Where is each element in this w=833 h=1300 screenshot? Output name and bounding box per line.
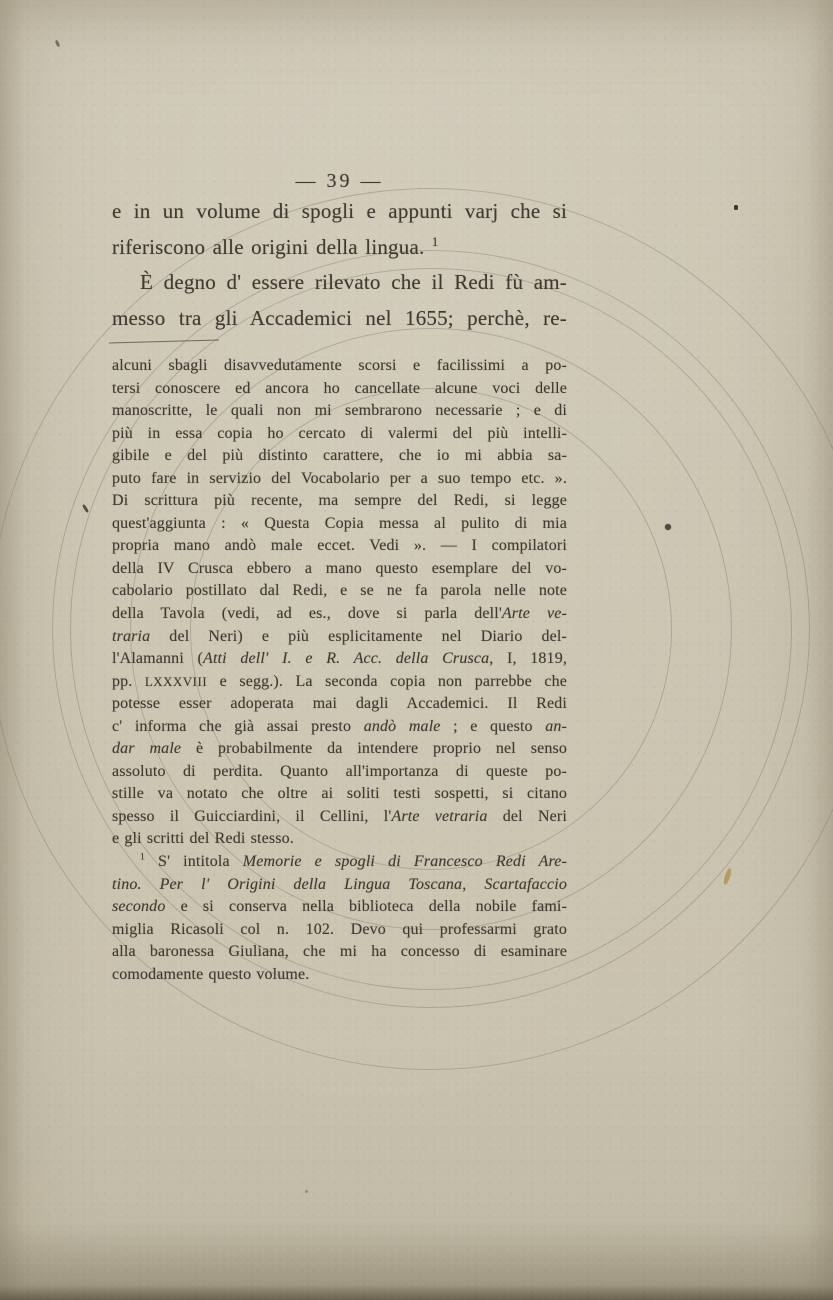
paper-speck: [305, 1190, 308, 1193]
paper-speck: [665, 524, 671, 530]
text-line: [112, 270, 567, 306]
text-segment: assoluto di perdita. Quanto all'importanza di queste po-: [112, 762, 567, 780]
footnote-block: [112, 357, 567, 988]
text-segment: dar male: [112, 740, 182, 758]
text-line: [112, 357, 567, 380]
page-edge-shadow: [0, 1286, 833, 1300]
text-segment: c' informa che già assai presto: [112, 717, 364, 735]
text-segment: ; e questo: [440, 717, 546, 735]
text-line: [112, 402, 567, 425]
text-line: [112, 785, 567, 808]
text-segment: potesse esser adoperata mai dagli Accademici. Il Redi: [112, 695, 567, 713]
text-segment: e segg.). La seconda copia non parrebbe che: [207, 672, 567, 690]
text-line: [112, 718, 567, 741]
text-segment: messo tra gli Accademici nel 1655; perchè, re-: [112, 305, 567, 330]
text-line: [112, 740, 567, 763]
text-segment: l'Alamanni (: [112, 650, 204, 668]
text-segment: e in un volume di spogli e appunti varj che si: [112, 199, 567, 223]
text-line: [112, 447, 567, 470]
text-segment: più in essa copia ho cercato di valermi del più intelli-: [112, 424, 567, 442]
text-segment: Di scrittura più recente, ma sempre del Redi, si legge: [112, 492, 567, 510]
text-segment: secondo: [112, 898, 166, 916]
text-line: [112, 425, 567, 448]
text-segment: alla baronessa Giuliana, che mi ha concesso di esaminare: [112, 943, 567, 961]
text-segment: , I, 1819,: [489, 650, 567, 668]
text-segment: andò male: [363, 717, 441, 735]
text-line: [112, 582, 567, 605]
text-segment: propria mano andò male eccet. Vedi ». — I compilatori: [112, 537, 567, 555]
text-segment: riferiscono alle origini della lingua.: [112, 234, 432, 259]
text-line: [112, 853, 567, 876]
footnote-reference-mark: 1: [140, 851, 145, 863]
text-segment: S' intitola: [144, 853, 243, 871]
text-segment: tersi conoscere ed ancora ho cancellate alcune voci delle: [112, 379, 567, 397]
text-segment: an-: [545, 717, 568, 735]
text-line: [112, 537, 567, 560]
text-segment: puto fare in servizio del Vocabolario per a suo tempo etc. ».: [112, 469, 567, 487]
text-line: [112, 235, 567, 271]
text-line: [112, 306, 567, 342]
text-line: [112, 830, 567, 853]
text-segment: Scartafaccio: [484, 875, 567, 893]
text-line: [112, 695, 567, 718]
text-line: [112, 966, 567, 989]
text-line: [112, 876, 567, 899]
text-segment: miglia Ricasoli col n. 102. Devo qui professarmi grato: [112, 920, 567, 938]
text-segment: Arte vetraria: [391, 807, 488, 825]
text-line: [112, 515, 567, 538]
main-text-block: [112, 199, 567, 341]
text-segment: e si conserva nella biblioteca della nobile fami-: [165, 898, 567, 916]
text-segment: del Neri) e più esplicitamente nel Diario del-: [150, 627, 567, 645]
text-segment: del Neri: [487, 807, 567, 825]
text-line: [112, 921, 567, 944]
text-line: [112, 380, 567, 403]
text-line: [112, 898, 567, 921]
text-segment: traria: [112, 627, 151, 645]
text-line: [112, 492, 567, 515]
text-segment: e gli scritti del Redi stesso.: [112, 830, 294, 848]
text-segment: tino. Per l' Origini della Lingua Toscana: [112, 875, 463, 893]
text-line: [112, 628, 567, 651]
text-segment: gibile e del più distinto carattere, che io mi abbia sa-: [112, 447, 567, 465]
text-segment: pp.: [112, 672, 145, 690]
text-line: [112, 560, 567, 583]
text-segment: Arte ve-: [501, 605, 568, 623]
text-line: [112, 808, 567, 831]
text-segment: alcuni sbagli disavvedutamente scorsi e facilissimi a po-: [112, 357, 567, 374]
text-segment: stille va notato che oltre ai soliti testi sospetti, si citano: [112, 785, 567, 803]
text-segment: LXXXVIII: [144, 674, 208, 689]
text-line: [112, 763, 567, 786]
text-segment: È degno d' essere rilevato che il Redi fù am-: [140, 270, 567, 294]
text-segment: comodamente questo volume.: [112, 965, 310, 983]
text-line: [112, 470, 567, 493]
text-segment: manoscritte, le quali non mi sembrarono necessarie ; e di: [112, 402, 567, 420]
text-line: [112, 943, 567, 966]
text-segment: della Tavola (vedi, ad es., dove si parla dell': [112, 605, 502, 623]
text-segment: Memorie e spogli di Francesco Redi Are-: [242, 853, 568, 871]
text-segment: della IV Crusca ebbero a mano questo esemplare del vo-: [112, 559, 567, 577]
text-segment: è probabilmente da intendere proprio nel senso: [181, 740, 567, 758]
text-segment: Atti dell' I. e R. Acc. della Crusca: [203, 650, 490, 668]
page-number: — 39 —: [295, 170, 384, 192]
text-segment: spesso il Guicciardini, il Cellini, l': [112, 807, 392, 825]
text-segment: quest'aggiunta : « Questa Copia messa al pulito di mia: [112, 514, 567, 532]
paper-speck: [55, 40, 61, 48]
text-line: [112, 673, 567, 696]
paper-speck: [734, 205, 738, 210]
text-line: [112, 199, 567, 235]
footnote-reference-mark: 1: [431, 234, 439, 249]
text-line: [112, 650, 567, 673]
text-segment: ,: [462, 875, 485, 893]
text-segment: cabolario postillato dal Redi, e se ne fa parola nelle note: [112, 582, 567, 600]
text-line: [112, 605, 567, 628]
